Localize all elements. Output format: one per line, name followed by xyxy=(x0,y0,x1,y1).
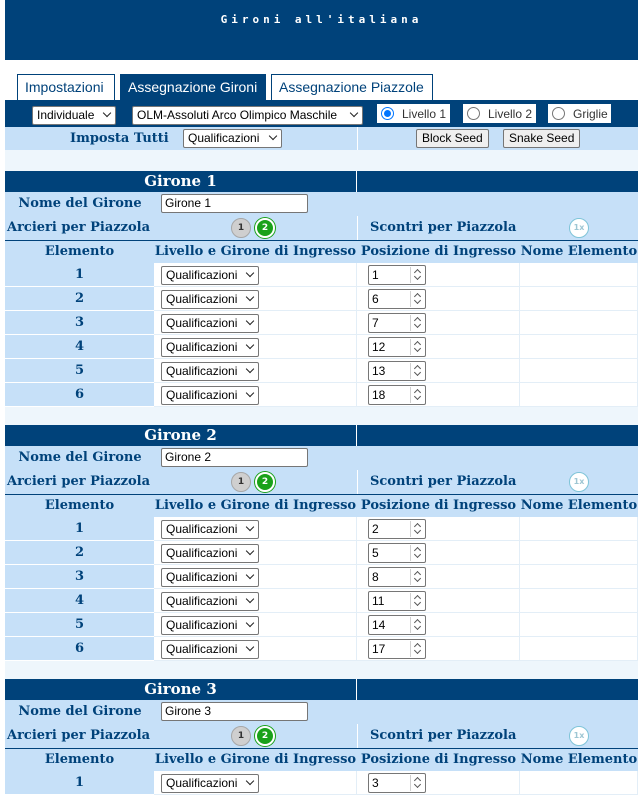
chevron-down-icon xyxy=(246,571,254,579)
archers-row xyxy=(5,724,638,748)
entry-select-value: Qualificazioni xyxy=(166,364,238,378)
chevron-down-icon xyxy=(103,109,111,117)
element-name-cell xyxy=(520,541,638,565)
event-select-value: OLM-Assoluti Arco Olimpico Maschile xyxy=(137,108,338,122)
entry-select-value: Qualificazioni xyxy=(166,642,238,656)
spacer xyxy=(5,661,638,679)
col-entry: Livello e Girone di Ingresso xyxy=(154,498,357,513)
element-number: 6 xyxy=(74,387,85,402)
group-name-input[interactable]: Girone 2 xyxy=(161,448,308,467)
position-value: 5 xyxy=(372,546,379,560)
element-cell xyxy=(5,565,154,589)
entry-select-value: Qualificazioni xyxy=(166,570,238,584)
chevron-down-icon xyxy=(246,547,254,555)
radio-livello-1-label: Livello 1 xyxy=(402,107,447,121)
entry-select[interactable] xyxy=(161,338,259,357)
event-select[interactable] xyxy=(132,106,363,125)
position-value: 14 xyxy=(372,618,386,632)
position-value: 18 xyxy=(372,388,386,402)
entry-select-value: Qualificazioni xyxy=(166,388,238,402)
page-title: Gironi all'italiana xyxy=(220,13,423,26)
stepper-arrows-icon[interactable] xyxy=(410,387,424,403)
group-name-input[interactable]: Girone 1 xyxy=(161,194,308,213)
element-number: 4 xyxy=(74,593,85,608)
position-value: 2 xyxy=(372,522,379,536)
girone-header xyxy=(5,171,638,192)
position-value: 17 xyxy=(372,642,386,656)
entry-select[interactable] xyxy=(161,592,259,611)
entry-select[interactable] xyxy=(161,640,259,659)
position-value: 11 xyxy=(372,594,385,608)
col-entry: Livello e Girone di Ingresso xyxy=(154,244,357,259)
chevron-down-icon xyxy=(246,341,254,349)
element-number: 1 xyxy=(74,521,85,536)
element-name-cell xyxy=(520,589,638,613)
element-cell xyxy=(5,589,154,613)
table-row xyxy=(5,335,638,359)
chevron-down-icon xyxy=(246,523,254,531)
table-row xyxy=(5,287,638,311)
position-stepper[interactable] xyxy=(368,361,426,381)
element-cell xyxy=(5,335,154,359)
spacer xyxy=(5,407,638,425)
entry-select-value: Qualificazioni xyxy=(166,316,238,330)
element-cell xyxy=(5,311,154,335)
girone-title: Girone 3 xyxy=(5,679,356,700)
girone-header-right xyxy=(357,425,638,446)
table-row xyxy=(5,517,638,541)
col-element: Elemento xyxy=(44,498,115,513)
girone-header-right xyxy=(357,679,638,700)
archers-option-2[interactable]: 2 xyxy=(255,726,275,746)
element-number: 5 xyxy=(74,363,85,378)
type-select-value: Individuale xyxy=(37,108,95,122)
entry-select[interactable] xyxy=(161,616,259,635)
position-value: 1 xyxy=(372,268,379,282)
position-value: 7 xyxy=(372,316,379,330)
group-name-label: Nome del Girone xyxy=(18,704,142,719)
element-name-cell xyxy=(520,771,638,795)
element-cell xyxy=(5,541,154,565)
archers-row xyxy=(5,470,638,494)
girone-header xyxy=(5,425,638,446)
archers-option-1[interactable]: 1 xyxy=(231,726,251,746)
position-stepper[interactable] xyxy=(368,385,426,405)
element-cell xyxy=(5,287,154,311)
girone-title: Girone 2 xyxy=(5,425,356,446)
group-name-row xyxy=(5,700,638,724)
chevron-down-icon xyxy=(246,317,254,325)
chevron-down-icon xyxy=(246,595,254,603)
chevron-down-icon xyxy=(269,132,277,140)
set-all-bar xyxy=(5,127,638,150)
chevron-down-icon xyxy=(246,619,254,627)
col-position: Posizione di Ingresso xyxy=(360,244,517,259)
entry-select-value: Qualificazioni xyxy=(166,776,238,790)
stepper-arrows-icon[interactable] xyxy=(410,775,424,791)
element-cell xyxy=(5,637,154,661)
header-bar xyxy=(5,0,638,60)
element-name-cell xyxy=(520,383,638,407)
entry-select[interactable] xyxy=(161,520,259,539)
stepper-arrows-icon[interactable] xyxy=(410,291,424,307)
position-stepper[interactable] xyxy=(368,639,426,659)
stepper-arrows-icon[interactable] xyxy=(410,363,424,379)
girone-header-right xyxy=(357,171,638,192)
set-all-select-value: Qualificazioni xyxy=(188,131,260,145)
matches-1x-icon[interactable]: 1x xyxy=(569,472,589,492)
element-cell xyxy=(5,263,154,287)
archers-per-target-label: Arcieri per Piazzola xyxy=(7,728,151,743)
position-value: 8 xyxy=(372,570,379,584)
entry-select-value: Qualificazioni xyxy=(166,268,238,282)
tab-impostazioni[interactable]: Impostazioni xyxy=(17,74,115,100)
element-number: 6 xyxy=(74,641,85,656)
radio-livello-1[interactable] xyxy=(376,103,451,124)
girone-section xyxy=(5,171,638,407)
table-row xyxy=(5,771,638,795)
element-number: 2 xyxy=(74,291,85,306)
girone-section xyxy=(5,679,638,795)
entry-select-value: Qualificazioni xyxy=(166,546,238,560)
element-name-cell xyxy=(520,263,638,287)
archers-option-2[interactable]: 2 xyxy=(255,472,275,492)
col-element: Elemento xyxy=(44,244,115,259)
position-value: 6 xyxy=(372,292,379,306)
column-headers xyxy=(5,494,638,517)
chevron-down-icon xyxy=(350,109,358,117)
chevron-down-icon xyxy=(246,269,254,277)
table-row xyxy=(5,541,638,565)
element-name-cell xyxy=(520,311,638,335)
snake-seed-button[interactable]: Snake Seed xyxy=(503,129,580,148)
element-cell xyxy=(5,771,154,795)
radio-checked-icon[interactable] xyxy=(381,107,394,120)
chevron-down-icon xyxy=(246,293,254,301)
position-value: 12 xyxy=(372,340,386,354)
element-name-cell xyxy=(520,637,638,661)
radio-livello-2[interactable] xyxy=(462,103,537,124)
stepper-arrows-icon[interactable] xyxy=(410,617,424,633)
radio-griglie[interactable] xyxy=(547,103,612,124)
spacer xyxy=(5,150,638,171)
tab-assegnazione-piazzole[interactable]: Assegnazione Piazzole xyxy=(271,74,433,100)
element-cell xyxy=(5,517,154,541)
archers-row xyxy=(5,216,638,240)
group-name-label: Nome del Girone xyxy=(18,196,142,211)
element-number: 5 xyxy=(74,617,85,632)
seed-buttons-cell xyxy=(357,127,638,150)
radio-unchecked-icon[interactable] xyxy=(467,107,480,120)
archers-per-target-label: Arcieri per Piazzola xyxy=(7,474,151,489)
entry-select-value: Qualificazioni xyxy=(166,522,238,536)
table-row xyxy=(5,359,638,383)
archers-per-target-label: Arcieri per Piazzola xyxy=(7,220,151,235)
matches-1x-icon[interactable]: 1x xyxy=(569,726,589,746)
element-number: 3 xyxy=(74,569,85,584)
entry-select-value: Qualificazioni xyxy=(166,340,238,354)
block-seed-button[interactable]: Block Seed xyxy=(416,129,489,148)
table-row xyxy=(5,589,638,613)
entry-select[interactable] xyxy=(161,290,259,309)
group-name-row xyxy=(5,446,638,470)
col-element: Elemento xyxy=(44,752,115,767)
stepper-arrows-icon[interactable] xyxy=(410,521,424,537)
girone-header xyxy=(5,679,638,700)
col-element-name: Nome Elemento xyxy=(520,498,638,513)
girone-section xyxy=(5,425,638,661)
entry-select-value: Qualificazioni xyxy=(166,292,238,306)
position-stepper[interactable] xyxy=(368,615,426,635)
column-headers xyxy=(5,240,638,263)
table-row xyxy=(5,263,638,287)
table-row xyxy=(5,383,638,407)
col-position: Posizione di Ingresso xyxy=(360,752,517,767)
position-stepper[interactable] xyxy=(368,313,426,333)
position-stepper[interactable] xyxy=(368,543,426,563)
filter-bar xyxy=(5,100,638,127)
element-name-cell xyxy=(520,335,638,359)
stepper-arrows-icon[interactable] xyxy=(410,545,424,561)
position-value: 3 xyxy=(372,776,379,790)
element-cell xyxy=(5,383,154,407)
element-name-cell xyxy=(520,613,638,637)
entry-select[interactable] xyxy=(161,266,259,285)
position-stepper[interactable] xyxy=(368,519,426,539)
entry-select[interactable] xyxy=(161,544,259,563)
type-select[interactable] xyxy=(32,106,116,125)
element-number: 1 xyxy=(74,775,85,790)
position-stepper[interactable] xyxy=(368,289,426,309)
group-name-row xyxy=(5,192,638,216)
element-name-cell xyxy=(520,287,638,311)
girone-title: Girone 1 xyxy=(5,171,356,192)
set-all-label: Imposta Tutti xyxy=(70,131,169,146)
table-row xyxy=(5,311,638,335)
group-name-input[interactable]: Girone 3 xyxy=(161,702,308,721)
col-element-name: Nome Elemento xyxy=(520,752,638,767)
entry-select[interactable] xyxy=(161,314,259,333)
column-headers xyxy=(5,748,638,771)
chevron-down-icon xyxy=(246,643,254,651)
col-entry: Livello e Girone di Ingresso xyxy=(154,752,357,767)
chevron-down-icon xyxy=(246,389,254,397)
col-position: Posizione di Ingresso xyxy=(360,498,517,513)
archers-option-1[interactable]: 1 xyxy=(231,472,251,492)
entry-select[interactable] xyxy=(161,386,259,405)
element-number: 3 xyxy=(74,315,85,330)
entry-select-value: Qualificazioni xyxy=(166,618,238,632)
stepper-arrows-icon[interactable] xyxy=(410,315,424,331)
stepper-arrows-icon[interactable] xyxy=(410,593,424,609)
archers-option-1[interactable]: 1 xyxy=(231,218,251,238)
table-row xyxy=(5,565,638,589)
element-cell xyxy=(5,613,154,637)
tab-assegnazione-gironi[interactable]: Assegnazione Gironi xyxy=(120,74,266,100)
matches-1x-icon[interactable]: 1x xyxy=(569,218,589,238)
position-stepper[interactable] xyxy=(368,591,426,611)
element-name-cell xyxy=(520,565,638,589)
entry-select[interactable] xyxy=(161,568,259,587)
position-stepper[interactable] xyxy=(368,567,426,587)
element-name-cell xyxy=(520,517,638,541)
table-row xyxy=(5,613,638,637)
element-number: 4 xyxy=(74,339,85,354)
stepper-arrows-icon[interactable] xyxy=(410,339,424,355)
element-number: 2 xyxy=(74,545,85,560)
archers-option-2[interactable]: 2 xyxy=(255,218,275,238)
stepper-arrows-icon[interactable] xyxy=(410,267,424,283)
entry-select-value: Qualificazioni xyxy=(166,594,238,608)
radio-livello-2-label: Livello 2 xyxy=(488,107,533,121)
matches-per-target-label: Scontri per Piazzola xyxy=(370,220,517,235)
position-value: 13 xyxy=(372,364,386,378)
element-name-cell xyxy=(520,359,638,383)
position-stepper[interactable] xyxy=(368,337,426,357)
group-name-label: Nome del Girone xyxy=(18,450,142,465)
matches-per-target-label: Scontri per Piazzola xyxy=(370,474,517,489)
element-number: 1 xyxy=(74,267,85,282)
position-stepper[interactable] xyxy=(368,773,426,793)
radio-griglie-label: Griglie xyxy=(573,107,608,121)
radio-unchecked-icon[interactable] xyxy=(552,107,565,120)
entry-select[interactable] xyxy=(161,362,259,381)
stepper-arrows-icon[interactable] xyxy=(410,569,424,585)
col-element-name: Nome Elemento xyxy=(520,244,638,259)
chevron-down-icon xyxy=(246,365,254,373)
table-row xyxy=(5,637,638,661)
matches-per-target-label: Scontri per Piazzola xyxy=(370,728,517,743)
position-stepper[interactable] xyxy=(368,265,426,285)
stepper-arrows-icon[interactable] xyxy=(410,641,424,657)
set-all-select[interactable] xyxy=(183,129,282,148)
element-cell xyxy=(5,359,154,383)
